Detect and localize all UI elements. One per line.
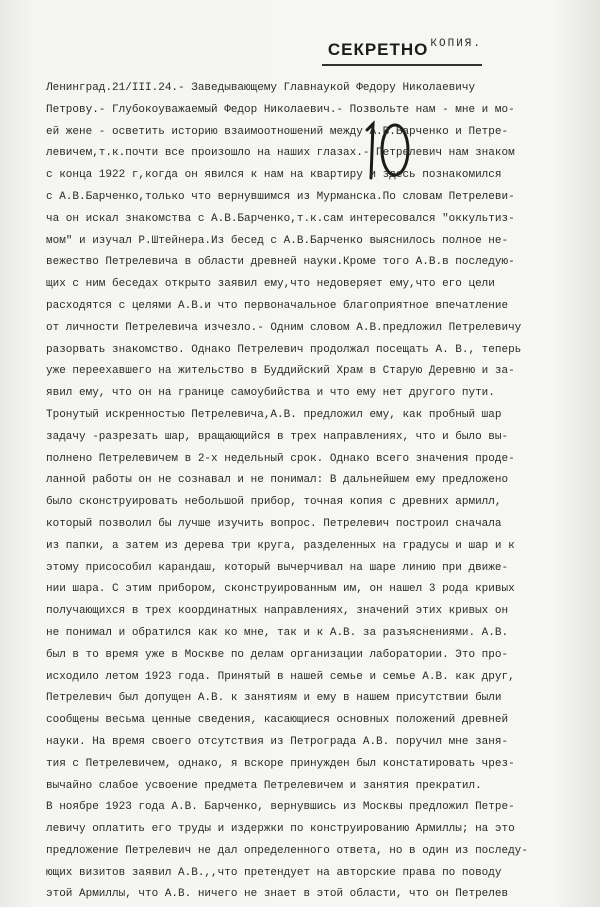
text-line: не понимал и обратился как ко мне, так и к А.В. за разъяснениями. А.В. (46, 626, 509, 639)
text-line: щих с ним беседах открыто заявил ему,что недоверяет ему,что его цели (46, 278, 495, 291)
text-line: исходило летом 1923 года. Принятый в нашей семье и семье А.В. как друг, (46, 670, 515, 683)
text-line: с А.В.Барченко,только что вернувшимся из Мурманска.По словам Петрелеви- (46, 190, 515, 203)
text-line: с конца 1922 г,когда он явился к нам на квартиру и здесь познакомился (46, 169, 502, 182)
text-line: вежество Петрелевича в области древней науки.Кроме того А.В.в последую- (46, 256, 515, 269)
text-line: расходятся с целями А.В.и что первоначальное благоприятное впечатление (46, 299, 509, 312)
header-underline (322, 64, 482, 66)
text-line: задачу -разрезать шар, вращающийся в трех направлениях, что и было вы- (46, 430, 509, 443)
copy-label: КОПИЯ. (430, 38, 482, 50)
text-line: ей жене - осветить историю взаимоотношений между А.В.Барченко и Петре- (46, 125, 509, 138)
text-line: уже переехавшего на жительство в Буддийский Храм в Старую Деревню и за- (46, 365, 515, 378)
text-line: явил ему, что он на границе самоубийства и что ему нет другого пути. (46, 387, 495, 400)
text-line: было сконструировать небольшой прибор, точная копия с древних армилл, (46, 496, 502, 509)
text-line: мом" и изучал Р.Штейнера.Из бесед с А.В.Барченко выяснилось полное не- (46, 234, 509, 247)
text-line: В ноябре 1923 года А.В. Барченко, вернувшись из Москвы предложил Петре- (46, 801, 515, 814)
text-line: левичем,т.к.почти все произошло на наших глазах.- Петрелевич нам знаком (46, 147, 515, 160)
text-line: нии шара. С этим прибором, сконструированным им, он нашел 3 рода кривых (46, 583, 515, 596)
text-line: который позволил бы лучше изучить вопрос. Петрелевич построил сначала (46, 517, 502, 530)
text-line: от личности Петрелевича изчезло.- Одним словом А.В.предложил Петрелевичу (46, 321, 522, 334)
text-line: вычайно слабое усвоение предмета Петрелевичем и занятия прекратил. (46, 779, 482, 792)
text-line: разорвать знакомство. Однако Петрелевич продолжал посещать А. В., теперь (46, 343, 522, 356)
text-line: предложение Петрелевич не дал определенного ответа, но в один из последу- (46, 844, 528, 857)
text-line: Петрелевич был допущен А.В. к занятиям и ему в нашем присутствии были (46, 692, 502, 705)
text-line: Ленинград.21/III.24.- Заведывающему Главнаукой Федору Николаевичу (46, 82, 476, 94)
handwritten-number-text: 10 (355, 118, 357, 119)
text-line: полнено Петрелевичем в 2-х недельный срок. Однако всего значения проде- (46, 452, 515, 465)
text-line: из папки, а затем из дерева три круга, разделенных на градусы и шар и к (46, 539, 515, 552)
text-line: тия с Петрелевичем, однако, я вскоре принужден был констатировать чрез- (46, 757, 515, 770)
text-line: этой Армиллы, что А.В. ничего не знает в этой области, что он Петрелев (46, 888, 509, 901)
text-line: был в то время уже в Москве по делам организации лаборатории. Это про- (46, 648, 509, 661)
text-line: ча он искал знакомства с А.В.Барченко,т.к.сам интересовался "оккультиз- (46, 212, 515, 225)
text-line: Петрову.- Глубокоуважаемый Федор Николаевич.- Позвольте нам - мне и мо- (46, 103, 515, 116)
text-line: получающихся в трех координатных направлениях, значений этих кривых он (46, 605, 509, 618)
header-stamp (328, 40, 482, 60)
text-line: левичу оплатить его труды и издержки по конструированию Армиллы; на это (46, 823, 515, 836)
text-line: ланной работы он не сознавал и не понимал: В дальнейшем ему предложено (46, 474, 509, 487)
text-line: Тронутый искренностью Петрелевича,А.В. предложил ему, как пробный шар (46, 408, 502, 421)
text-line: сообщены весьма ценные сведения, касающиеся основных положений древней (46, 714, 509, 727)
text-line: науки. На время своего отсутствия из Петрограда А.В. поручил мне заня- (46, 735, 509, 748)
classification-stamp: СЕКРЕТНО (327, 40, 429, 59)
text-line: этому присособил карандаш, который вычерчивал на шаре линию при движе- (46, 561, 509, 574)
text-line: ющих визитов заявил А.В.,,что претендует на авторские права по поводу (46, 866, 502, 879)
letter-body (46, 78, 576, 906)
